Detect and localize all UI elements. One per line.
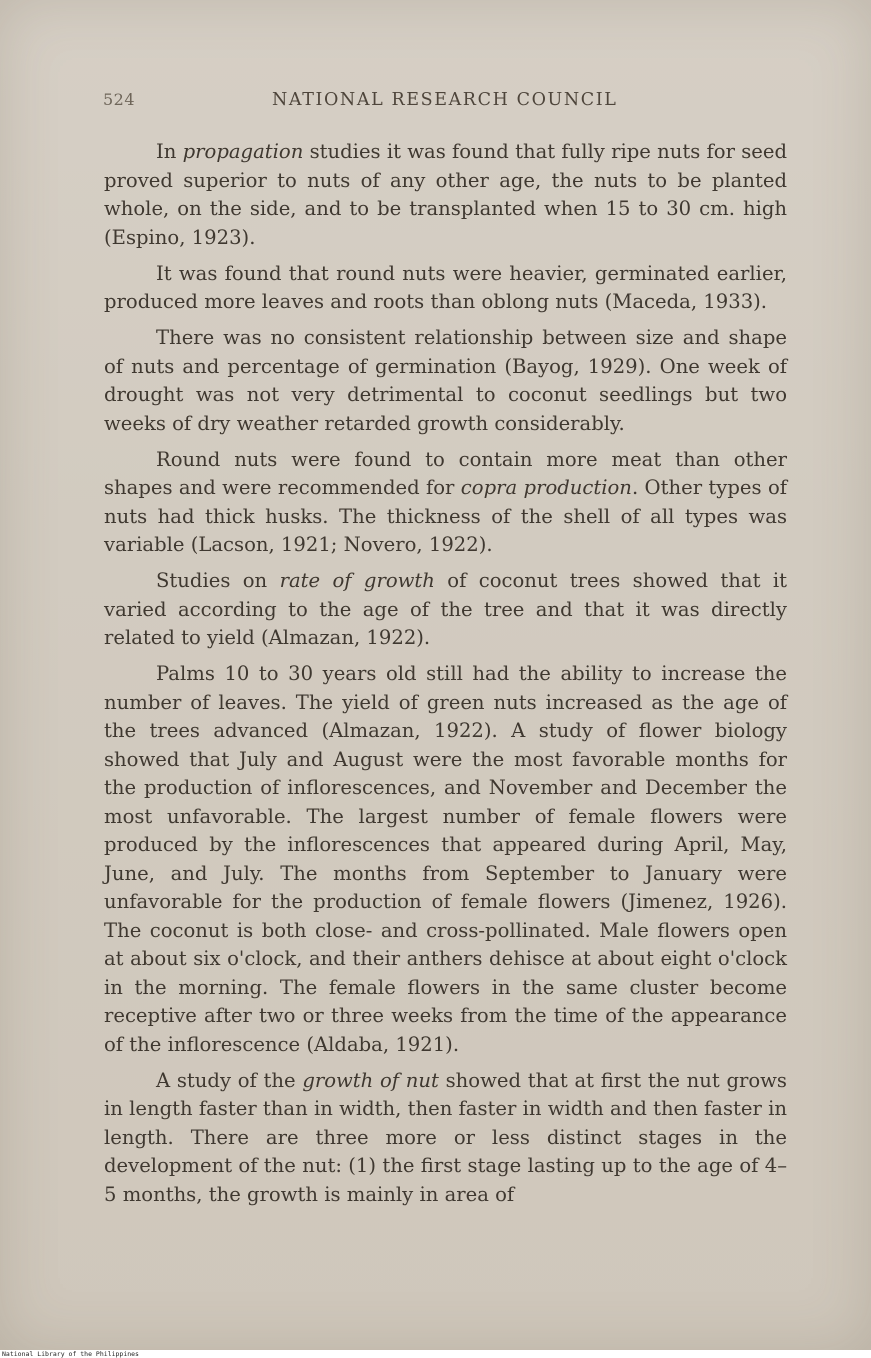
paragraph [104,138,787,252]
text-run: There was no consistent relationship between size and shape of nuts and percentage of germination (Bayog, 1929). One week of drought was not very detrimental to coconut seedlings but two weeks of dry weather retarded growth considerably. [104,326,787,435]
text-run: . Other types of nuts had thick husks. The thickness of the shell of all types was variable (Lacson, 1921; Novero, 1922). [104,476,787,556]
paragraph [104,324,787,438]
text-run: showed that at first the nut grows in length faster than in width, then faster in width and then faster in length. There are three more or less distinct stages in the development of the nut: (1) the first stage lasting up to the age of 4–5 months, the growth is mainly in area of [104,1068,787,1206]
italic-term: propagation [182,140,304,163]
paragraph [104,260,787,317]
text-run: Palms 10 to 30 years old still had the ability to increase the number of leaves. The yield of green nuts increased as the age of the trees advanced (Almazan, 1922). A study of flower biology showed that July and August were the most favorable months for the production of inflorescences, and November and December the most unfavorable. The largest number of female flowers were produced by the inflorescences that appeared during April, May, June, and July. The months from September to January were unfavorable for the production of female flowers (Jimenez, 1926). The coconut is both close- and cross-pollinated. Male flowers open at about six o'clock, and their anthers dehisce at about eight o'clock in the morning. The female flowers in the same cluster become receptive after two or three weeks from the time of the appearance of the inflorescence (Aldaba, 1921). [104,662,787,1056]
text-run: Round nuts were found to contain more meat than other shapes and were recommended for [104,447,787,499]
paragraph [104,567,787,653]
text-run: A study of the [156,1068,303,1092]
paragraph [104,660,787,1059]
text-run: studies it was found that fully ripe nuts for seed proved superior to nuts of any other age, the nuts to be planted whole, on the side, and to be transplanted when 15 to 30 cm. high (Espino, 1923). [104,140,788,249]
page-header [0,90,871,120]
paragraph [104,446,787,560]
page-number: 524 [103,90,136,109]
paragraph [104,1067,787,1210]
footer-strip [0,1350,871,1358]
text-run: In [156,140,183,163]
italic-term: copra production [460,476,632,499]
body-text [104,138,787,1217]
text-run: It was found that round nuts were heavier, germinated earlier, produced more leaves and roots than oblong nuts (Maceda, 1933). [104,261,787,313]
text-run: Studies on [156,569,280,592]
text-run: of coconut trees showed that it varied according to the age of the tree and that it was directly related to yield (Almazan, 1922). [104,569,787,649]
running-head: NATIONAL RESEARCH COUNCIL [272,90,618,110]
italic-term: rate of growth [279,569,435,592]
library-credit: National Library of the Philippines [2,1350,139,1358]
italic-term: growth of nut [302,1068,439,1092]
